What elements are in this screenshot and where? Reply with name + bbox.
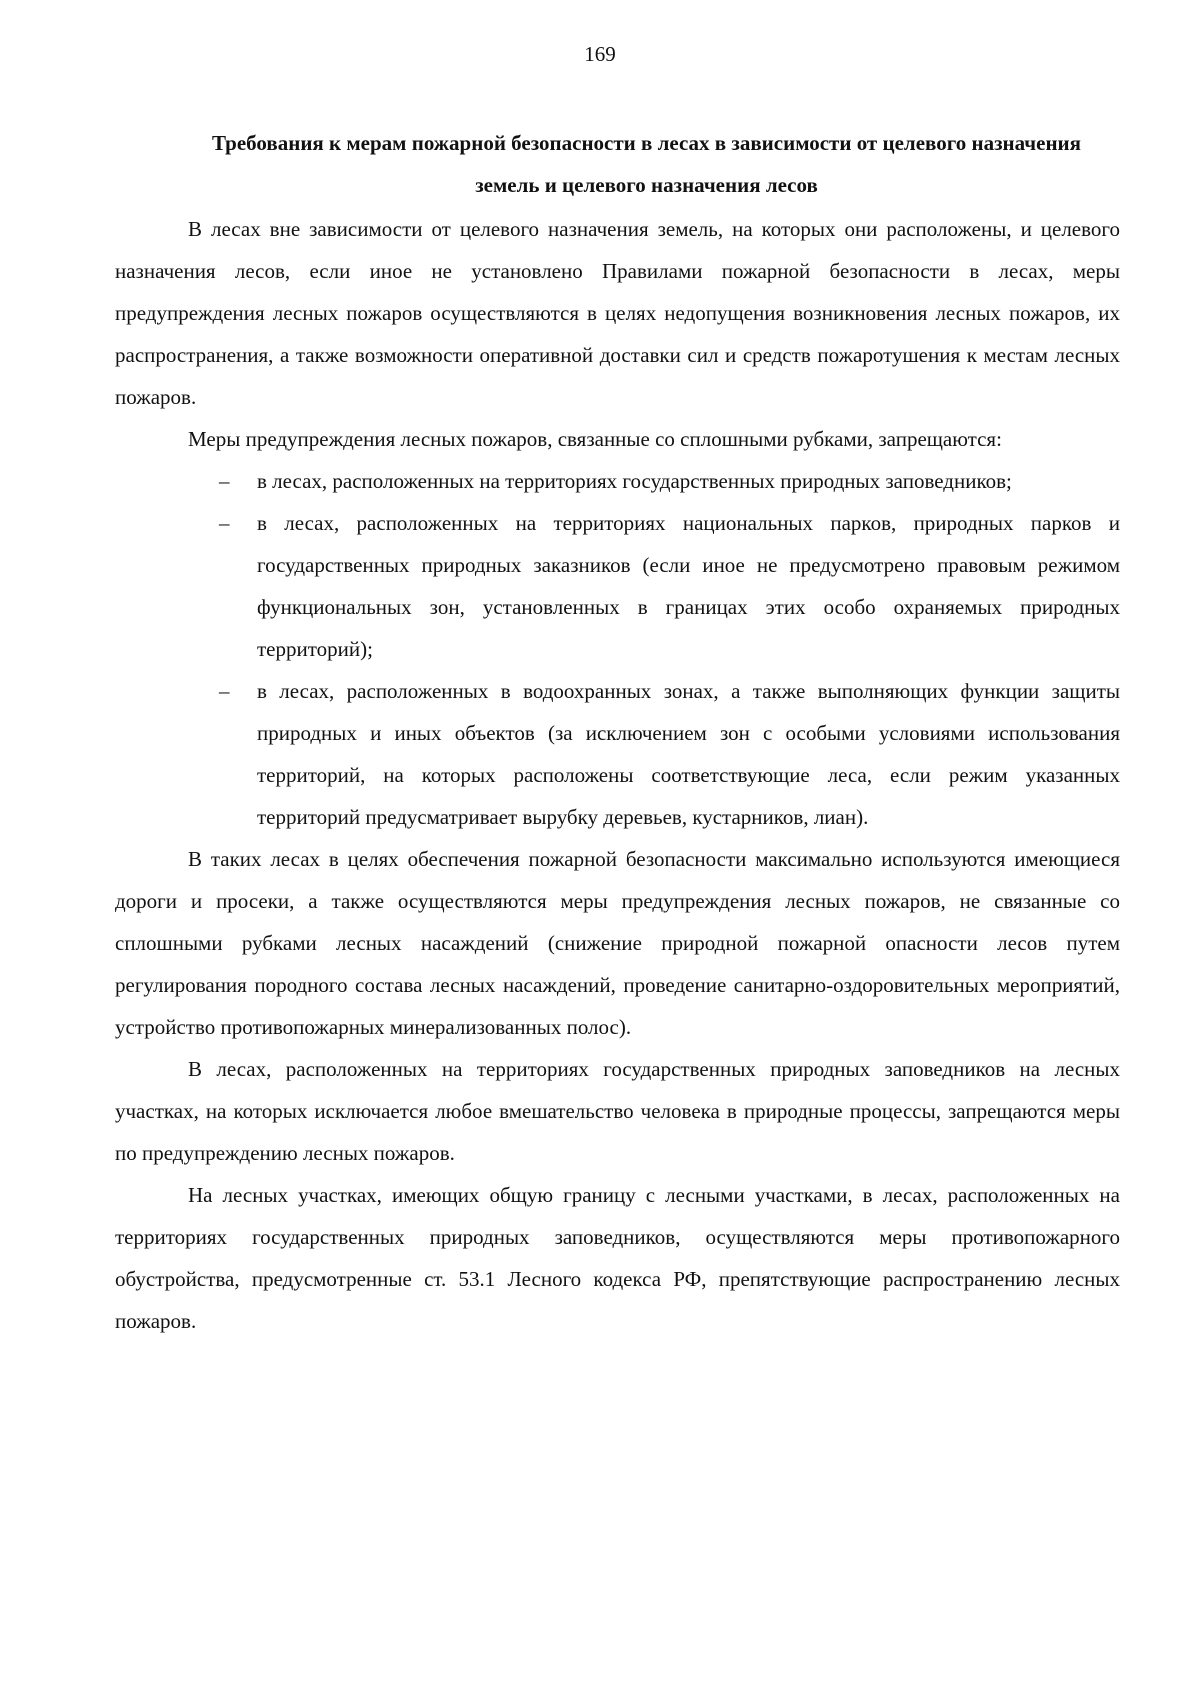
prohibition-list [115, 460, 1120, 838]
bullet-dash: – [219, 511, 230, 535]
list-item-text: в лесах, расположенных на территориях национальных парков, природных парков и государственных природных заказников (если иное не предусмотрено правовым режимом функциональных зон, установленных в границах этих особо охраняемых природных территорий); [257, 511, 1120, 661]
paragraph: В лесах вне зависимости от целевого назначения земель, на которых они расположены, и целевого назначения лесов, если иное не установлено Правилами пожарной безопасности в лесах, меры предупреждения лесных пожаров осуществляются в целях недопущения возникновения лесных пожаров, их распространения, а также возможности оперативной доставки сил и средств пожаротушения к местам лесных пожаров. [115, 217, 1120, 409]
bullet-dash: – [219, 679, 230, 703]
list-item-text: в лесах, расположенных на территориях государственных природных заповедников; [257, 469, 1012, 493]
list-item [219, 670, 1120, 838]
list-item [219, 502, 1120, 670]
page-content [115, 122, 1120, 1342]
bullet-dash: – [219, 469, 230, 493]
paragraph: На лесных участках, имеющих общую границу с лесными участками, в лесах, расположенных на территориях государственных природных заповедников, осуществляются меры противопожарного обустройства, предусмотренные ст. 53.1 Лесного кодекса РФ, препятствующие распространению лесных пожаров. [115, 1183, 1120, 1333]
paragraph: В таких лесах в целях обеспечения пожарной безопасности максимально используются имеющиеся дороги и просеки, а также осуществляются меры предупреждения лесных пожаров, не связанные со сплошными рубками лесных насаждений (снижение природной пожарной опасности лесов путем регулирования породного состава лесных насаждений, проведение санитарно-оздоровительных мероприятий, устройство противопожарных минерализованных полос). [115, 847, 1120, 1039]
list-item-text: в лесах, расположенных в водоохранных зонах, а также выполняющих функции защиты природных и иных объектов (за исключением зон с особыми условиями использования территорий, на которых расположены соответствующие леса, если режим указанных территорий предусматривает вырубку деревьев, кустарников, лиан). [257, 679, 1120, 829]
section-title: Требования к мерам пожарной безопасности в лесах в зависимости от целевого назначения земель и целевого назначения лесов [211, 131, 1082, 197]
paragraph: В лесах, расположенных на территориях государственных природных заповедников на лесных участках, на которых исключается любое вмешательство человека в природные процессы, запрещаются меры по предупреждению лесных пожаров. [115, 1057, 1120, 1165]
list-item [219, 460, 1120, 502]
page-number: 169 [584, 42, 616, 66]
paragraph: Меры предупреждения лесных пожаров, связанные со сплошными рубками, запрещаются: [188, 427, 1002, 451]
